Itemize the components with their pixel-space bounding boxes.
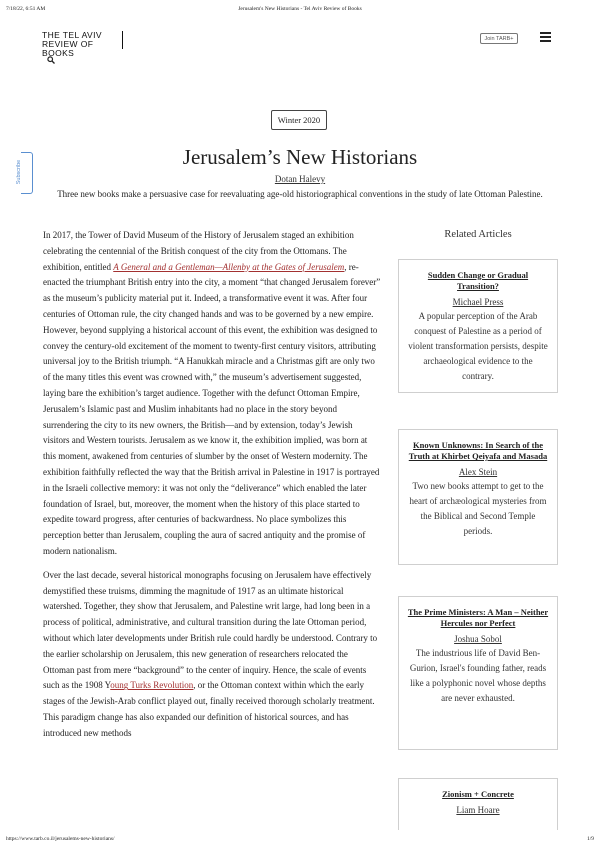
print-footer bbox=[6, 836, 594, 844]
related-article-desc: The industrious life of David Ben-Gurion, Israel's founding father, reads like a polyphonic novel whose depths are never exhausted. bbox=[409, 648, 547, 703]
related-article-card[interactable] bbox=[398, 259, 558, 393]
logo-line-2: REVIEW OF BOOKS bbox=[42, 39, 94, 58]
print-page-number: 1/9 bbox=[586, 836, 594, 842]
article-paragraph: In 2017, the Tower of David Museum of the History of Jerusalem staged an exhibition celebrating the centennial of the British conquest of the city from the Ottomans. The exhibition, entitled A General and a Gentleman—Allenby at the Gates of Jerusalem, re-enacted the triumphant British entry into the city, a moment “that changed Jerusalem forever” as the museum’s publicity material put it. Indeed, a transformative event it was. After four centuries of Ottoman rule, the city changed hands and was to be governed by a new empire. However, beyond supplying a historical account of this event, the exhibition was designed to convey the century-old excitement of the moment to twenty-first century visitors, attributing universal joy to the British triumph. “A Hanukkah miracle and a Christmas gift are only two of the many titles this event was crowned with,” the museum’s advertisement suggested, laying bare the exhibition’s target audience. Together with the defunct Ottoman Empire, Jerusalem’s Islamic past and Muslim inhabitants had no place in the story beyond surrendering the city to its new owners, the British—and by extension, today’s Jewish visitors and Western tourists. Jerusalem as we know it, the exhibition implied, was born at this moment, awakened from centuries of slumber by the onset of Western modernity. The exhibition faithfully reflected the way that the British arrival in Palestine in 1917 is portrayed in the Israeli collective memory: it was not only the “deliverance” which enabled the later foundation of Israel, but, moreover, the moment when the history of this place started to expedite toward progress, after centuries of backwardness. No place symbolizes this perception better than Jerusalem, coupling the aura of sacred antiquity and the promise of modern nationalism. bbox=[43, 230, 381, 556]
related-article-author[interactable]: Michael Press bbox=[452, 297, 504, 307]
related-article-title[interactable]: Sudden Change or Gradual Transition? bbox=[427, 270, 529, 291]
print-datetime: 7/18/22, 6:51 AM bbox=[6, 6, 46, 12]
article-paragraph: Over the last decade, several historical monographs focusing on Jerusalem have effectively demystified these truisms, dimming the magnitude of 1917 as an ultimate historical watershed. Together, they show that Jerusalem, and Palestine writ large, had long been in a process of political, administrative, and cultural transition during the late Ottoman period, without which later developments under British rule could hardly be understood. Contrary to the earlier scholarship on Jerusalem, this new generation of researchers relocated the Ottoman past from mere “background” to the center of inquiry. Hence, the scale of events such as the 1908 Young Turks Revolution, or the Ottoman context within which the early stages of the Jewish-Arab conflict played out, finally received thorough scholarly treatment. This paradigm change has also expanded our definition of historical sources, and has introduced new methods bbox=[43, 569, 378, 738]
search-icon[interactable] bbox=[47, 56, 55, 64]
related-article-desc: A popular perception of the Arab conquest of Palestine as a period of violent transformation persists, despite archaeological evidence to the contrary. bbox=[408, 311, 548, 381]
print-doc-title: Jerusalem's New Historians - Tel Aviv Review of Books bbox=[238, 6, 362, 12]
related-article-card[interactable] bbox=[398, 429, 558, 565]
page-title: Jerusalem’s New Historians bbox=[182, 145, 418, 169]
related-article-author[interactable]: Joshua Sobol bbox=[454, 634, 502, 644]
hamburger-menu-icon[interactable] bbox=[540, 32, 551, 42]
logo-divider bbox=[122, 31, 123, 49]
join-tarb-button[interactable]: Join TARB+ bbox=[480, 33, 518, 44]
print-header bbox=[6, 6, 594, 14]
subscribe-label: Subscribe bbox=[16, 159, 23, 185]
article-subtitle: Three new books make a persuasive case for reevaluating age-old historiographical conventions in the study of late Ottoman Palestine. bbox=[57, 189, 543, 199]
related-article-author[interactable]: Alex Stein bbox=[458, 467, 498, 477]
issue-badge[interactable]: Winter 2020 bbox=[271, 110, 327, 130]
related-article-desc: Two new books attempt to get to the heart of archæological mysteries from the Biblical and Second Temple periods. bbox=[409, 481, 547, 536]
related-article-card[interactable] bbox=[398, 596, 558, 750]
exhibition-link[interactable]: A General and a Gentleman—Allenby at the Gates of Jerusalem bbox=[113, 261, 345, 272]
article-body bbox=[43, 228, 381, 750]
article-author[interactable]: Dotan Halevy bbox=[274, 174, 326, 184]
young-turks-link[interactable]: oung Turks Revolution bbox=[110, 680, 194, 691]
print-url: https://www.tarb.co.il/jerusalems-new-historians/ bbox=[6, 836, 115, 842]
related-article-title[interactable]: Zionism + Concrete bbox=[442, 789, 514, 799]
related-article-title[interactable]: Known Unknowns: In Search of the Truth at Khirbet Qeiyafa and Masada bbox=[408, 440, 548, 461]
site-logo[interactable] bbox=[42, 31, 122, 58]
logo-line-1: THE TEL AVIV bbox=[42, 30, 102, 40]
related-article-card[interactable] bbox=[398, 778, 558, 830]
related-article-title[interactable]: The Prime Ministers: A Man – Neither Hercules nor Perfect bbox=[407, 607, 549, 628]
related-article-author[interactable]: Liam Hoare bbox=[456, 805, 500, 815]
related-articles-heading: Related Articles bbox=[444, 229, 512, 240]
